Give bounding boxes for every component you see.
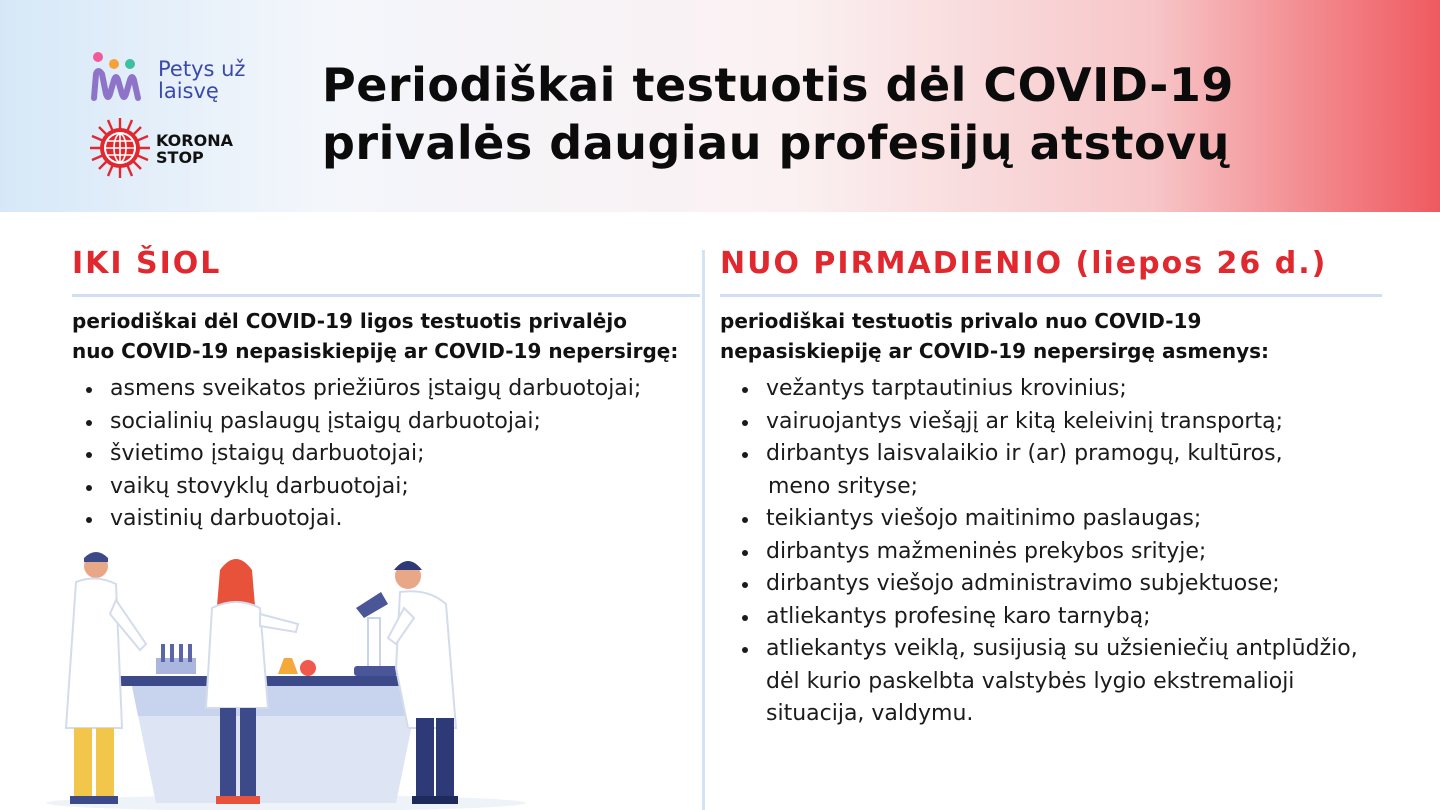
right-list-item — [738, 406, 1398, 439]
right-list-item — [738, 438, 1398, 503]
right-item-text-cont: meno srityse; — [768, 473, 919, 499]
right-list — [738, 373, 1398, 731]
left-intro-line1: periodiškai dėl COVID-19 ligos testuotis privalėjo — [72, 309, 627, 333]
left-list-item: švietimo įstaigų darbuotojai; — [82, 438, 692, 471]
left-list-item: vaistinių darbuotojai. — [82, 503, 692, 536]
petys-uz-laisve-logo — [90, 50, 260, 106]
right-item-text: dirbantys mažmeninės prekybos srityje; — [766, 538, 1207, 564]
right-list-item — [738, 503, 1398, 536]
right-item-text: atliekantys veiklą, susijusią su užsieniečių antplūdžio, — [766, 636, 1358, 661]
right-item-text-cont: dėl kurio paskelbta valstybės lygio ekstremalioji — [766, 668, 1295, 694]
petys-logo-mark-icon — [90, 50, 152, 106]
left-list-item: vaikų stovyklų darbuotojai; — [82, 471, 692, 504]
left-list-item: asmens sveikatos priežiūros įstaigų darbuotojai; — [82, 373, 692, 406]
right-intro-line1: periodiškai testuotis privalo nuo COVID-19 — [720, 309, 1202, 333]
right-heading-rule — [720, 294, 1382, 297]
left-list — [82, 373, 692, 536]
column-divider — [702, 250, 705, 810]
title-line1: Periodiškai testuotis dėl COVID-19 — [322, 58, 1234, 112]
right-item-text: atliekantys profesinę karo tarnybą; — [766, 603, 1151, 629]
right-item-text: vežantys tarptautinius krovinius; — [766, 376, 1127, 401]
right-item-text: vairuojantys viešąjį ar kitą keleivinį transportą; — [766, 408, 1283, 434]
korona-logo-line2: STOP — [156, 148, 204, 167]
right-item-text: dirbantys viešojo administravimo subjektuose; — [766, 571, 1280, 596]
right-list-item — [738, 373, 1398, 406]
korona-logo-text — [156, 132, 233, 166]
petys-logo-text — [158, 58, 245, 102]
right-intro-line2: nepasiskiepiję ar COVID-19 nepersirgę asmenys: — [720, 339, 1270, 363]
petys-logo-line2: laisvę — [158, 79, 219, 103]
left-intro-line2: nuo COVID-19 nepasiskiepiję ar COVID-19 nepersirgę: — [72, 339, 679, 363]
right-item-text-cont: situacija, valdymu. — [766, 701, 974, 726]
header-banner — [0, 0, 1440, 212]
korona-stop-logo — [88, 116, 248, 180]
left-heading: IKI ŠIOL — [72, 246, 222, 281]
right-list-item — [738, 536, 1398, 569]
korona-logo-line1: KORONA — [156, 131, 233, 150]
right-item-text: dirbantys laisvalaikio ir (ar) pramogų, kultūros, — [766, 441, 1283, 466]
left-intro — [72, 306, 678, 366]
page-title — [322, 56, 1322, 172]
korona-globe-icon — [88, 116, 152, 180]
left-heading-rule — [72, 294, 700, 297]
right-item-text: teikiantys viešojo maitinimo paslaugas; — [766, 506, 1202, 531]
right-heading: NUO PIRMADIENIO (liepos 26 d.) — [720, 246, 1328, 281]
right-list-item — [738, 633, 1398, 731]
title-line2: privalės daugiau profesijų atstovų — [322, 116, 1230, 170]
right-list-item — [738, 601, 1398, 634]
left-list-item: socialinių paslaugų įstaigų darbuotojai; — [82, 406, 692, 439]
right-intro — [720, 306, 1269, 366]
petys-logo-line1: Petys už — [158, 57, 246, 81]
right-list-item — [738, 568, 1398, 601]
laboratory-scientists-illustration — [36, 548, 536, 810]
